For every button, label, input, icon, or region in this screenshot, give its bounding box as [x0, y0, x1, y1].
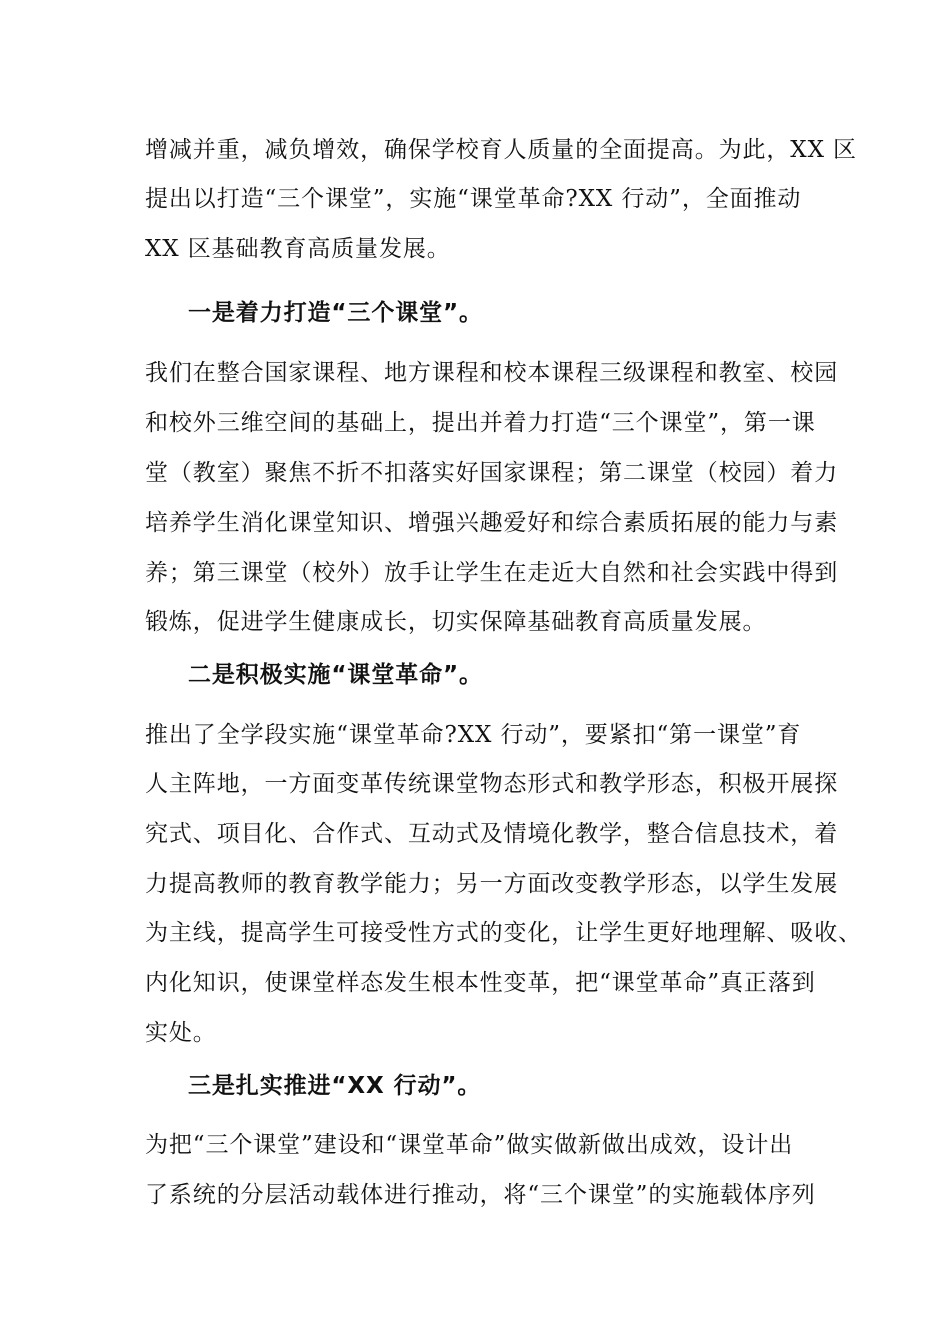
paragraph-line: 堂（教室）聚焦不折不扣落实好国家课程；第二课堂（校园）着力 [145, 460, 839, 486]
paragraph-line: 锻炼，促进学生健康成长，切实保障基础教育高质量发展。 [145, 609, 767, 635]
paragraph-line: 究式、项目化、合作式、互动式及情境化教学，整合信息技术，着 [145, 821, 839, 847]
paragraph-line: 增减并重，减负增效，确保学校育人质量的全面提高。为此，XX 区 [145, 137, 857, 163]
paragraph-line: 推出了全学段实施“课堂革命?XX 行动”，要紧扣“第一课堂”育 [145, 722, 802, 748]
paragraph-line: 力提高教师的教育教学能力；另一方面改变教学形态，以学生发展 [145, 871, 839, 897]
paragraph-line: 我们在整合国家课程、地方课程和校本课程三级课程和教室、校园 [145, 360, 839, 386]
paragraph-line: 和校外三维空间的基础上，提出并着力打造“三个课堂”，第一课 [145, 410, 816, 436]
paragraph-line: 实处。 [145, 1020, 217, 1046]
paragraph-line: 为主线，提高学生可接受性方式的变化，让学生更好地理解、吸收、 [145, 920, 862, 946]
paragraph-line: XX 区基础教育高质量发展。 [145, 236, 451, 262]
paragraph-line: 提出以打造“三个课堂”，实施“课堂革命?XX 行动”，全面推动 [145, 186, 802, 212]
paragraph-line: 培养学生消化课堂知识、增强兴趣爱好和综合素质拓展的能力与素 [145, 510, 839, 536]
paragraph-line: 内化知识，使课堂样态发生根本性变革，把“课堂革命”真正落到 [145, 970, 816, 996]
paragraph-line: 为把“三个课堂”建设和“课堂革命”做实做新做出成效，设计出 [145, 1132, 794, 1158]
paragraph-line: 养；第三课堂（校外）放手让学生在走近大自然和社会实践中得到 [145, 560, 839, 586]
paragraph-line: 人主阵地，一方面变革传统课堂物态形式和教学形态，积极开展探 [145, 771, 839, 797]
section-heading: 一是着力打造“三个课堂”。 [188, 300, 483, 326]
paragraph-line: 了系统的分层活动载体进行推动，将“三个课堂”的实施载体序列 [145, 1182, 816, 1208]
section-heading: 二是积极实施“课堂革命”。 [188, 662, 483, 688]
section-heading: 三是扎实推进“XX 行动”。 [188, 1073, 482, 1099]
